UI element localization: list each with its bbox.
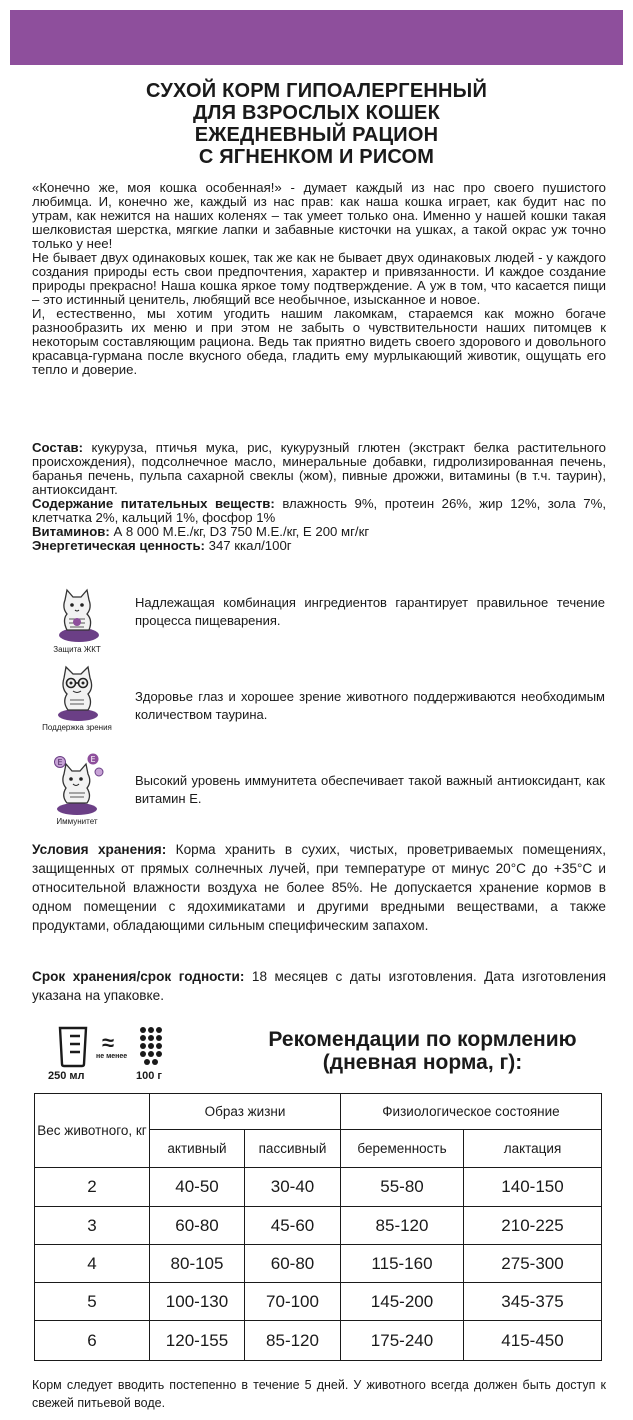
energy-label: Энергетическая ценность:: [32, 538, 205, 553]
composition-block: [32, 441, 606, 553]
feeding-footnote: Корм следует вводить постепенно в течение 5 дней. У животного всегда должен быть доступ к свежей питьевой воде.: [32, 1378, 606, 1410]
feeding-recommendations-title: [240, 1028, 605, 1074]
reco-line: Рекомендации по кормлению: [268, 1028, 577, 1051]
benefit-text: Высокий уровень иммунитета обеспечивает такой важный антиоксидант, как витамин Е.: [135, 773, 605, 806]
intro-paragraph: «Конечно же, моя кошка особенная!» - думает каждый из нас про своего пушистого любимца. И, конечно же, каждый из нас прав: как наша кошка играет, как будит нас по утрам, как нежится на наших коленях – так умеет только она. Именно у нашей кошки такая шелковистая шерстка, мягкие лапки и забавные кисточки на ушках, а такой окрас уж точно только у нее!: [32, 180, 606, 251]
table-cell: 345-375: [464, 1283, 602, 1321]
table-cell: 2: [35, 1168, 150, 1207]
cat-stomach-icon: [51, 586, 103, 644]
table-cell: 275-300: [464, 1245, 602, 1283]
benefit-text: Надлежащая комбинация ингредиентов гарантирует правильное течение процесса пищеварения.: [135, 595, 605, 628]
approx-sign: ≈: [102, 1030, 115, 1055]
table-cell: 80-105: [150, 1245, 245, 1283]
table-cell: 45-60: [245, 1207, 341, 1245]
product-title: [20, 80, 613, 168]
lactation-header: лактация: [464, 1130, 602, 1168]
title-line: ЕЖЕДНЕВНЫЙ РАЦИОН: [194, 124, 439, 146]
reco-line: (дневная норма, г):: [322, 1051, 523, 1074]
title-line: СУХОЙ КОРМ ГИПОАЛЕРГЕННЫЙ: [145, 80, 488, 102]
active-header: активный: [150, 1130, 245, 1168]
table-row: [35, 1168, 602, 1207]
table-cell: 60-80: [150, 1207, 245, 1245]
table-row: [35, 1283, 602, 1321]
storage-conditions: [32, 840, 606, 935]
header-bar: [10, 10, 623, 65]
table-cell: 175-240: [341, 1321, 464, 1361]
intro-text: [32, 181, 606, 377]
energy-text: 347 ккал/100г: [204, 538, 292, 553]
table-cell: 145-200: [341, 1283, 464, 1321]
kibble-icon: [138, 1026, 164, 1066]
table-cell: 4: [35, 1245, 150, 1283]
cat-eyes-icon: [51, 664, 103, 722]
table-cell: 60-80: [245, 1245, 341, 1283]
title-line: С ЯГНЕНКОМ И РИСОМ: [198, 146, 435, 168]
shelf-life-text: 18 месяцев с даты изготовления. Дата изготовления указана на упаковке.: [32, 969, 606, 1003]
table-cell: 55-80: [341, 1168, 464, 1207]
table-header-row: [35, 1094, 602, 1130]
passive-header: пассивный: [245, 1130, 341, 1168]
shelf-life-label: Срок хранения/срок годности:: [32, 969, 245, 984]
benefit-caption: Поддержка зрения: [42, 723, 112, 732]
table-row: [35, 1245, 602, 1283]
benefit-digestion: [38, 586, 608, 660]
composition-text: кукуруза, птичья мука, рис, кукурузный глютен (экстракт белка растительного происхождения), подсолнечное масло, минеральные добавки, гидролизированная печень, баранья печень, пульпа сахарной свеклы (жом), пивные дрожжи, витамины (в т.ч. таурин), антиоксидант.: [32, 440, 606, 497]
volume-label: 250 мл: [48, 1070, 85, 1082]
svg-text:E: E: [90, 755, 96, 764]
table-cell: 100-130: [150, 1283, 245, 1321]
intro-paragraph: Не бывает двух одинаковых кошек, так же как не бывает двух одинаковых людей - у каждого создания природы есть свои предпочтения, характер и привязанности. И каждое создание природы прекрасно! Наша кошка яркое тому подтверждение. А уж в том, что касается пищи – это истинный ценитель, любящий все необычное, изысканное и новое.: [32, 250, 606, 307]
table-row: [35, 1207, 602, 1245]
storage-text: Корма хранить в сухих, чистых, проветриваемых помещениях, защищенных от прямых солнечных лучей, при температуре от минус 20°С до +35°С и относительной влажности воздуха не более 85%. Не допускается хранение кормов в одном помещении с ядохимикатами и другими вредными веществами, а также продуктами, обладающими сильным специфическим запахом.: [32, 842, 606, 933]
physio-header: Физиологическое состояние: [341, 1094, 602, 1130]
not-less-label: не менее: [96, 1053, 128, 1060]
weight-header: Вес животного, кг: [35, 1094, 150, 1168]
table-cell: 85-120: [341, 1207, 464, 1245]
table-cell: 30-40: [245, 1168, 341, 1207]
table-cell: 3: [35, 1207, 150, 1245]
table-row: [35, 1321, 602, 1361]
composition-label: Состав:: [32, 440, 84, 455]
table-cell: 415-450: [464, 1321, 602, 1361]
table-cell: 140-150: [464, 1168, 602, 1207]
shelf-life: [32, 967, 606, 1005]
vitamins-text: А 8 000 М.Е./кг, D3 750 М.Е./кг, Е 200 мг/кг: [109, 524, 370, 539]
benefit-immunity: [38, 752, 608, 836]
measure-equivalence: [40, 1026, 240, 1084]
intro-paragraph: И, естественно, мы хотим угодить нашим лакомкам, стараемся как можно богаче разнообразить их меню и при этом не забыть о чувствительности наших питомцев к некоторым составляющим рациона. Ведь так приятно видеть своего здорового и довольного красавца-гурмана после вкусного обеда, гладить ему мурлыкающий животик, ощущать его тепло и доверие.: [32, 306, 606, 377]
cat-immunity-icon: [49, 752, 105, 816]
table-cell: 5: [35, 1283, 150, 1321]
nutrients-text: влажность 9%, протеин 26%, жир 12%, зола 7%, клетчатка 2%, кальций 1%, фосфор 1%: [32, 496, 606, 525]
table-cell: 70-100: [245, 1283, 341, 1321]
table-cell: 40-50: [150, 1168, 245, 1207]
table-cell: 6: [35, 1321, 150, 1361]
measuring-cup-icon: [56, 1026, 90, 1068]
nutrients-label: Содержание питательных веществ:: [32, 496, 275, 511]
table-cell: 85-120: [245, 1321, 341, 1361]
benefit-caption: Иммунитет: [56, 817, 98, 826]
storage-label: Условия хранения:: [32, 842, 167, 857]
table-cell: 115-160: [341, 1245, 464, 1283]
benefit-caption: Защита ЖКТ: [53, 645, 101, 654]
benefit-vision: [38, 664, 608, 748]
vitamins-label: Витаминов:: [32, 524, 110, 539]
table-cell: 120-155: [150, 1321, 245, 1361]
table-cell: 210-225: [464, 1207, 602, 1245]
benefit-text: Здоровье глаз и хорошее зрение животного поддерживаются необходимым количеством таурина.: [135, 689, 605, 722]
svg-text:E: E: [57, 758, 63, 767]
weight-label: 100 г: [136, 1070, 162, 1082]
lifestyle-header: Образ жизни: [150, 1094, 341, 1130]
title-line: ДЛЯ ВЗРОСЛЫХ КОШЕК: [192, 102, 441, 124]
feeding-table: [34, 1093, 602, 1361]
pregnancy-header: беременность: [341, 1130, 464, 1168]
